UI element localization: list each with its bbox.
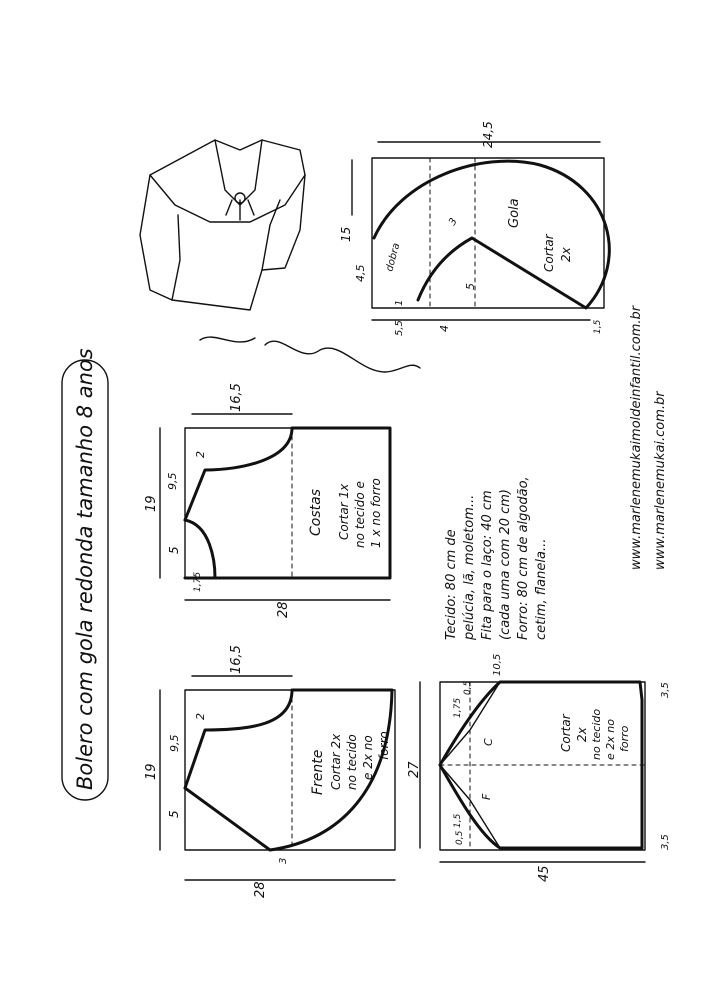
title-banner bbox=[62, 348, 108, 800]
front-label: Frente bbox=[310, 749, 326, 795]
website-line-1: www.marlenemukaimoldeinfantil.com.br bbox=[629, 305, 644, 570]
front-dim-width: 28 bbox=[253, 881, 268, 898]
back-label: Costas bbox=[308, 489, 324, 536]
sleeve-cut-4: e 2x no bbox=[604, 719, 617, 760]
signature bbox=[200, 337, 420, 384]
sleeve-mark-back: C bbox=[482, 738, 495, 746]
back-dim-shoulder-drop: 2 bbox=[194, 451, 207, 458]
front-pattern bbox=[144, 645, 395, 898]
collar-cut-count: 2x bbox=[559, 247, 573, 262]
front-cut-3: e 2x no bbox=[361, 735, 375, 780]
front-cut-4: forro bbox=[377, 731, 391, 760]
materials-line-5: Forro: 80 cm de algodão, bbox=[516, 476, 531, 640]
front-dim-height: 19 bbox=[144, 763, 159, 780]
collar-dim-small: 1 bbox=[394, 299, 405, 306]
sleeve-dim-hem-top: 3,5 bbox=[660, 682, 671, 698]
sleeve-pattern bbox=[407, 654, 671, 882]
sleeve-cut: Cortar bbox=[559, 714, 573, 752]
collar-cut: Cortar bbox=[542, 234, 556, 272]
back-dim-neck-depth: 9,5 bbox=[166, 472, 179, 490]
collar-fold: dobra bbox=[384, 241, 403, 273]
website-line-2: www.marlenemukai.com.br bbox=[653, 391, 668, 570]
page-title: Bolero com gola redonda tamanho 8 anos bbox=[73, 348, 97, 790]
back-pattern bbox=[144, 383, 390, 618]
collar-dim-bottom-b: 4 bbox=[438, 325, 451, 332]
back-dim-height: 19 bbox=[144, 495, 159, 512]
sleeve-dim-c3: 1,5 bbox=[453, 813, 463, 828]
front-dim-side: 5 bbox=[167, 810, 181, 818]
front-cut-2: no tecido bbox=[345, 734, 359, 790]
front-dim-shoulder-drop: 2 bbox=[194, 713, 207, 720]
materials-line-2: pelúcia, lã, moletom... bbox=[462, 494, 477, 640]
collar-pattern bbox=[339, 121, 609, 336]
back-dim-width: 28 bbox=[276, 601, 291, 618]
sleeve-dim-c2: 0,5 bbox=[463, 680, 473, 695]
sleeve-dim-cap: 10,5 bbox=[492, 653, 503, 676]
front-dim-neck-width: 16,5 bbox=[229, 645, 244, 674]
collar-label: Gola bbox=[507, 198, 522, 228]
sleeve-dim-c4: 0,5 bbox=[455, 830, 465, 845]
materials-note bbox=[444, 476, 549, 641]
collar-dim-height: 15 bbox=[339, 226, 353, 242]
front-cut: Cortar 2x bbox=[329, 733, 343, 790]
bolero-illustration bbox=[140, 140, 305, 310]
collar-dim-inner: 5 bbox=[464, 283, 477, 290]
sleeve-mark-front: F bbox=[480, 793, 493, 800]
materials-line-1: Tecido: 80 cm de bbox=[444, 529, 459, 640]
websites-note bbox=[629, 304, 668, 570]
sleeve-cut-5: forro bbox=[618, 725, 631, 752]
back-cut: Cortar 1x bbox=[337, 483, 351, 540]
sleeve-dim-length: 45 bbox=[537, 865, 552, 882]
back-dim-hem: 1,75 bbox=[193, 571, 203, 592]
sleeve-dim-width: 27 bbox=[407, 761, 422, 778]
sleeve-dim-hem-bottom: 3,5 bbox=[660, 834, 671, 850]
materials-line-3: Fita para o laço: 40 cm bbox=[480, 490, 495, 640]
collar-dim-edge: 1,5 bbox=[593, 319, 603, 334]
back-cut-2: no tecido e bbox=[353, 481, 367, 548]
materials-line-4: (cada uma com 20 cm) bbox=[498, 489, 513, 640]
front-dim-hem: 3 bbox=[278, 857, 289, 864]
back-cut-3: 1 x no forro bbox=[369, 478, 383, 548]
sleeve-cut-3: no tecido bbox=[590, 708, 603, 760]
collar-dim-mid: 3 bbox=[447, 216, 460, 228]
sleeve-cut-2: 2x bbox=[575, 727, 589, 742]
collar-dim-bottom-a: 5,5 bbox=[394, 320, 405, 336]
collar-dim-width: 24,5 bbox=[481, 121, 495, 148]
materials-line-6: cetim, flanela... bbox=[534, 538, 549, 640]
front-dim-neck-depth: 9,5 bbox=[168, 734, 181, 752]
sleeve-dim-c1: 1,75 bbox=[453, 697, 463, 718]
back-dim-neck-width: 16,5 bbox=[229, 383, 244, 412]
collar-dim-top: 4,5 bbox=[354, 264, 367, 282]
back-dim-side: 5 bbox=[167, 546, 181, 554]
